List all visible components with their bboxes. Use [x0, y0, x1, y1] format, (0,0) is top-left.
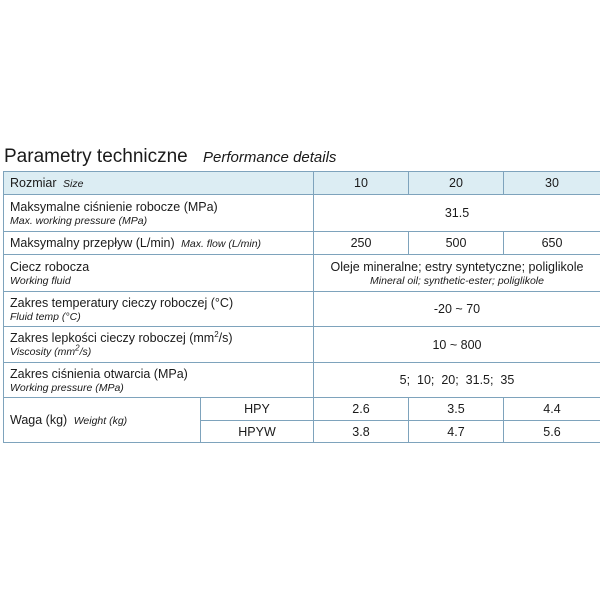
weight-hpyw-20: 4.7 [409, 421, 504, 443]
title-polish: Parametry techniczne [4, 146, 188, 167]
weight-hpy-20: 3.5 [409, 398, 504, 421]
variant-hpyw: HPYW [201, 421, 314, 443]
working-fluid-value: Oleje mineralne; estry syntetyczne; poliglikole Mineral oil; synthetic-ester; poliglikole [314, 255, 600, 292]
weight-hpyw-10: 3.8 [314, 421, 409, 443]
size-header-cell [4, 172, 314, 195]
viscosity-value: 10 ~ 800 [314, 327, 600, 363]
size-label: Rozmiar [10, 176, 57, 190]
performance-table [3, 171, 600, 443]
row-max-pressure [4, 195, 600, 232]
max-flow-label: Maksymalny przepływ (L/min) Max. flow (L/min) [4, 232, 314, 255]
size-10: 10 [314, 172, 409, 195]
fluid-temp-value: -20 ~ 70 [314, 292, 600, 327]
page-title [4, 146, 336, 168]
row-fluid-temp [4, 292, 600, 327]
opening-pressure-value: 5; 10; 20; 31.5; 35 [314, 363, 600, 398]
row-opening-pressure [4, 363, 600, 398]
row-max-flow [4, 232, 600, 255]
size-30: 30 [504, 172, 600, 195]
working-fluid-label: Ciecz robocza Working fluid [4, 255, 314, 292]
weight-hpyw-30: 5.6 [504, 421, 600, 443]
row-viscosity [4, 327, 600, 363]
weight-hpy-10: 2.6 [314, 398, 409, 421]
max-pressure-value: 31.5 [314, 195, 600, 232]
size-20: 20 [409, 172, 504, 195]
variant-hpy: HPY [201, 398, 314, 421]
fluid-temp-label: Zakres temperatury cieczy roboczej (°C) Fluid temp (°C) [4, 292, 314, 327]
max-flow-20: 500 [409, 232, 504, 255]
opening-pressure-label: Zakres ciśnienia otwarcia (MPa) Working pressure (MPa) [4, 363, 314, 398]
title-english: Performance details [203, 149, 337, 166]
max-pressure-label: Maksymalne ciśnienie robocze (MPa) Max. working pressure (MPa) [4, 195, 314, 232]
weight-label: Waga (kg) Weight (kg) [4, 398, 201, 443]
row-weight-hpy [4, 398, 600, 421]
size-label-en: Size [63, 178, 84, 190]
weight-hpy-30: 4.4 [504, 398, 600, 421]
max-flow-30: 650 [504, 232, 600, 255]
viscosity-label: Zakres lepkości cieczy roboczej $(mm^2/s)$ Viscosity $(mm^2/s)$ [4, 327, 314, 363]
max-flow-10: 250 [314, 232, 409, 255]
header-row [4, 172, 600, 195]
row-working-fluid [4, 255, 600, 292]
